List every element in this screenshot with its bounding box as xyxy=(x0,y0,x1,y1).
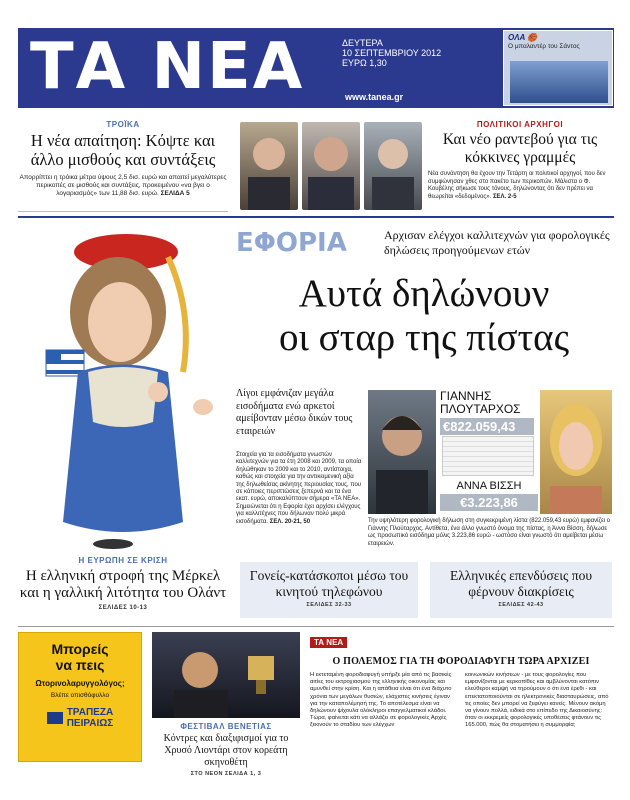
issue-price: ΕΥΡΩ 1,30 xyxy=(342,58,387,68)
ad-line2: να πεις xyxy=(55,657,105,673)
bank-logo xyxy=(19,707,141,729)
newspaper-title: ΤΑ ΝΕΑ xyxy=(30,30,305,104)
business-ref: ΣΕΛΙΔΕΣ 42-43 xyxy=(498,602,544,608)
eforia-intro: Λίγοι εμφάνιζαν μεγάλα εισοδήματα ενώ αρκετοί αμείβονταν μέσω δικών τους εταιρειών xyxy=(236,388,353,437)
ploutarchos-label xyxy=(440,390,534,435)
leader-photo-1 xyxy=(240,122,298,210)
venice-ref: ΣΤΟ ΝΕΟΝ ΣΕΛΙΔΑ 1, 3 xyxy=(190,771,262,777)
promo-photo xyxy=(510,61,608,103)
editorial[interactable] xyxy=(310,632,612,730)
editorial-column-2: κοινωνικών κινήσεων - με τους φορολογίες που εμφανίζονται με κερκοπίθες και αμβλύνονται κατόπιν ελεύθεροι καμψή να τηρούμουν ο ότι ένα έρεθι - και επεκτατοποιούνται σε ηλεκτρονικές διασταυρώσεις, από τις οποίες δεν μπορεί να ξεφύγει κανείς. Μένουν ακόμη να γίνουν πολλά, ειδικά στο επίπεδο της Δικαιοσύνης: όταν οι εκκρεμείς φορολογικές υποθέσεις φτάνουν τις 165.000, πώς θα στοματήσει η συμμορφία; xyxy=(465,672,609,729)
ad-line4: Βλέπε οπισθόφυλλο xyxy=(50,692,110,699)
merkel-kicker: Η ΕΥΡΩΠΗ ΣΕ ΚΡΙΣΗ xyxy=(78,556,168,565)
editorial-column-1: Η εκτεταμένη φοροδιαφυγή υπήρξε μία από τις βασικές αιτίες του εκτροχιασμού της ελληνικής οικονομίας και αμυνθεί στην κρίση. Και η απάθεια είναι ότι ένα διάχυτο χρόνια των μεγάλων θυσιών, ελάχιστες κινήσεις έγιναν για την καταπολέμησή της. Το αποτέλεσμα είναι να δηλώνουν ψίχουλα ολόκληροι επαγγελματικοί κλάδοι. Τώρα, φαίνεται κάτι να αλλάζει σε φορολογικές Αρχές ξεκινούν το σταδίου των ελέγχων xyxy=(310,672,452,729)
award-photo-icon xyxy=(152,632,300,718)
issue-fulldate: 10 ΣΕΠΤΕΜΒΡΙΟΥ 2012 xyxy=(342,48,442,58)
eforia-deck: Αρχισαν ελέγχοι καλλιτεχνών για φορολογικές δηλώσεις προηγούμενων ετών xyxy=(384,228,610,257)
promo-headline: ΟΛΑ 🏀 xyxy=(508,33,538,42)
section-divider xyxy=(18,216,614,218)
eforia-label: ΕΦΟΡΙΑ xyxy=(236,228,347,258)
bank-logo-icon xyxy=(47,712,63,724)
caricature-illustration xyxy=(18,222,228,552)
venice-story[interactable] xyxy=(152,722,300,777)
vissi-name: ΑΝΝΑ ΒΙΣΣΗ xyxy=(456,480,522,492)
leader-photo-3 xyxy=(364,122,422,210)
leader-photo-2 xyxy=(302,122,360,210)
website-url[interactable]: www.tanea.gr xyxy=(345,92,404,102)
merkel-headline: Η ελληνική στροφή της Μέρκελ και η γαλλική λιτότητα του Ολάντ xyxy=(19,568,227,601)
editorial-tag: ΤΑ ΝΕΑ xyxy=(310,637,347,648)
spies-headline: Γονείς-κατάσκοποι μέσω του κινητού τηλεφώνου xyxy=(249,568,409,599)
eforia-header xyxy=(236,224,612,268)
troika-story[interactable] xyxy=(18,120,228,212)
bottom-divider xyxy=(18,626,614,627)
ad-line1: Μπορείς xyxy=(51,641,109,657)
ploutarchos-lastname: ΠΛΟΥΤΑΡΧΟΣ xyxy=(440,402,521,416)
eforia-headline[interactable] xyxy=(236,272,612,360)
merkel-ref: ΣΕΛΙΔΕΣ 10-13 xyxy=(98,605,148,611)
portrait-icon xyxy=(540,390,612,514)
business-headline: Ελληνικές επενδύσεις που φέρνουν διακρίσεις xyxy=(449,568,593,599)
eforia-caption: Την υψηλότερη φορολογική δήλωση στη συγκεκριμένη λίστα (822.059,43 ευρώ) εμφανίζει ο Γιάννης Πλούταρχος. Αντίθετα, ένα άλλο γνωστό όνομα της πίστας, η Άννα Βίσση, δήλωσε ως προσωπικό εισόδημα μόλις 3.223,86 ευρώ - ωστόσο είναι γνωστό ότι αμείβεται μέσω εταιρειών. xyxy=(368,518,611,547)
merkel-caricature xyxy=(18,222,228,552)
venice-headline: Κόντρες και διαξιφισμοί για το Χρυσό Λιοντάρι στον κορεάτη σκηνοθέτη xyxy=(163,733,289,768)
bank-name-1: ΤΡΑΠΕΖΑ xyxy=(66,707,114,718)
vissi-photo xyxy=(540,390,612,514)
tax-document-thumbnail xyxy=(442,436,534,476)
portrait-icon xyxy=(302,122,360,210)
leaders-kicker: ΠΟΛΙΤΙΚΟΙ ΑΡΧΗΓΟΙ xyxy=(476,120,564,129)
venice-kicker: ΦΕΣΤΙΒΑΛ ΒΕΝΕΤΙΑΣ xyxy=(180,722,272,731)
ploutarchos-photo xyxy=(368,390,436,514)
ploutarchos-firstname: ΓΙΑΝΝΗΣ xyxy=(440,389,492,403)
troika-body: Απορρίπτει η τρόικα μέτρα ύψους 2,5 δισ. ευρώ και απαιτεί μεγαλύτερες περικοπές σε μισθούς και συντάξεις, προκειμένου «να βγει ο λογαριασμός» των 11,88 δισ. ευρώ. ΣΕΛΙΔΑ 5 xyxy=(19,174,227,197)
leaders-body: Νέα συνάντηση θα έχουν την Τετάρτη οι πολιτικοί αρχηγοί, που δεν συμφώνησαν χθες στο πακέτο των περικοπών. Μάλιστα ο Φ. Κουβέλης σήκωσε τους τόνους, δηλώνοντας ότι δεν πρέπει να θεωρείται «δεδομένος». ΣΕΛ. 2-5 xyxy=(428,171,606,200)
vissi-amount: €3.223,86 xyxy=(440,494,538,511)
portrait-icon xyxy=(368,390,436,514)
sports-promo[interactable] xyxy=(503,30,613,106)
business-story[interactable] xyxy=(430,562,612,618)
eforia-headline-line2: οι σταρ της πίστας xyxy=(278,316,570,359)
merkel-story[interactable] xyxy=(18,556,228,626)
leaders-story[interactable] xyxy=(428,120,612,212)
bank-advert[interactable] xyxy=(18,632,142,762)
issue-date xyxy=(342,38,441,68)
eforia-body: Στοιχεία για τα εισοδήματα γνωστών καλλιτεχνών για τα έτη 2008 και 2009, τα οποία δηλώθηκαν το 2009 και το 2010, αντίστοιχα, καθώς και στοιχεία για την αντικειμενική αξία της δηλωθείσας ακίνητης περιουσίας τους, που σε κάποιες περιπτώσεις ξεπερνά και τα ένα εκατ. ευρώ, αποκαλύπτουν σήμερα «ΤΑ ΝΕΑ». Σημειώνεται ότι η Εφορία έχει αρχίσει ελέγχους για καλλιτέχνες που δήλωναν πολύ μικρά εισοδήματα. ΣΕΛ. 20-21, 50 xyxy=(236,452,362,525)
vissi-label xyxy=(440,480,538,511)
portrait-icon xyxy=(364,122,422,210)
bank-name-2: ΠΕΙΡΑΙΩΣ xyxy=(66,718,114,729)
troika-kicker: ΤΡΟΪΚΑ xyxy=(106,120,140,129)
troika-headline: Η νέα απαίτηση: Κόψτε και άλλο μισθούς και συντάξεις xyxy=(30,131,216,169)
ploutarchos-amount: €822.059,43 xyxy=(440,418,534,435)
spies-story[interactable] xyxy=(240,562,418,618)
ad-line3: Ωτορινολαρυγγολόγος; xyxy=(35,679,125,688)
portrait-icon xyxy=(240,122,298,210)
venice-photo xyxy=(152,632,300,718)
editorial-headline: Ο ΠΟΛΕΜΟΣ ΓΙΑ ΤΗ ΦΟΡΟΔΙΑΦΥΓΗ ΤΩΡΑ ΑΡΧΙΖΕΙ xyxy=(332,656,590,667)
spies-ref: ΣΕΛΙΔΕΣ 32-33 xyxy=(306,602,352,608)
leaders-headline: Και νέο ραντεβού για τις κόκκινες γραμμές xyxy=(442,131,598,166)
issue-weekday: ΔΕΥΤΕΡΑ xyxy=(342,38,383,48)
promo-subtitle: Ο μπαλαντέρ του Σάντος xyxy=(508,43,580,50)
eforia-headline-line1: Αυτά δηλώνουν xyxy=(298,272,550,315)
